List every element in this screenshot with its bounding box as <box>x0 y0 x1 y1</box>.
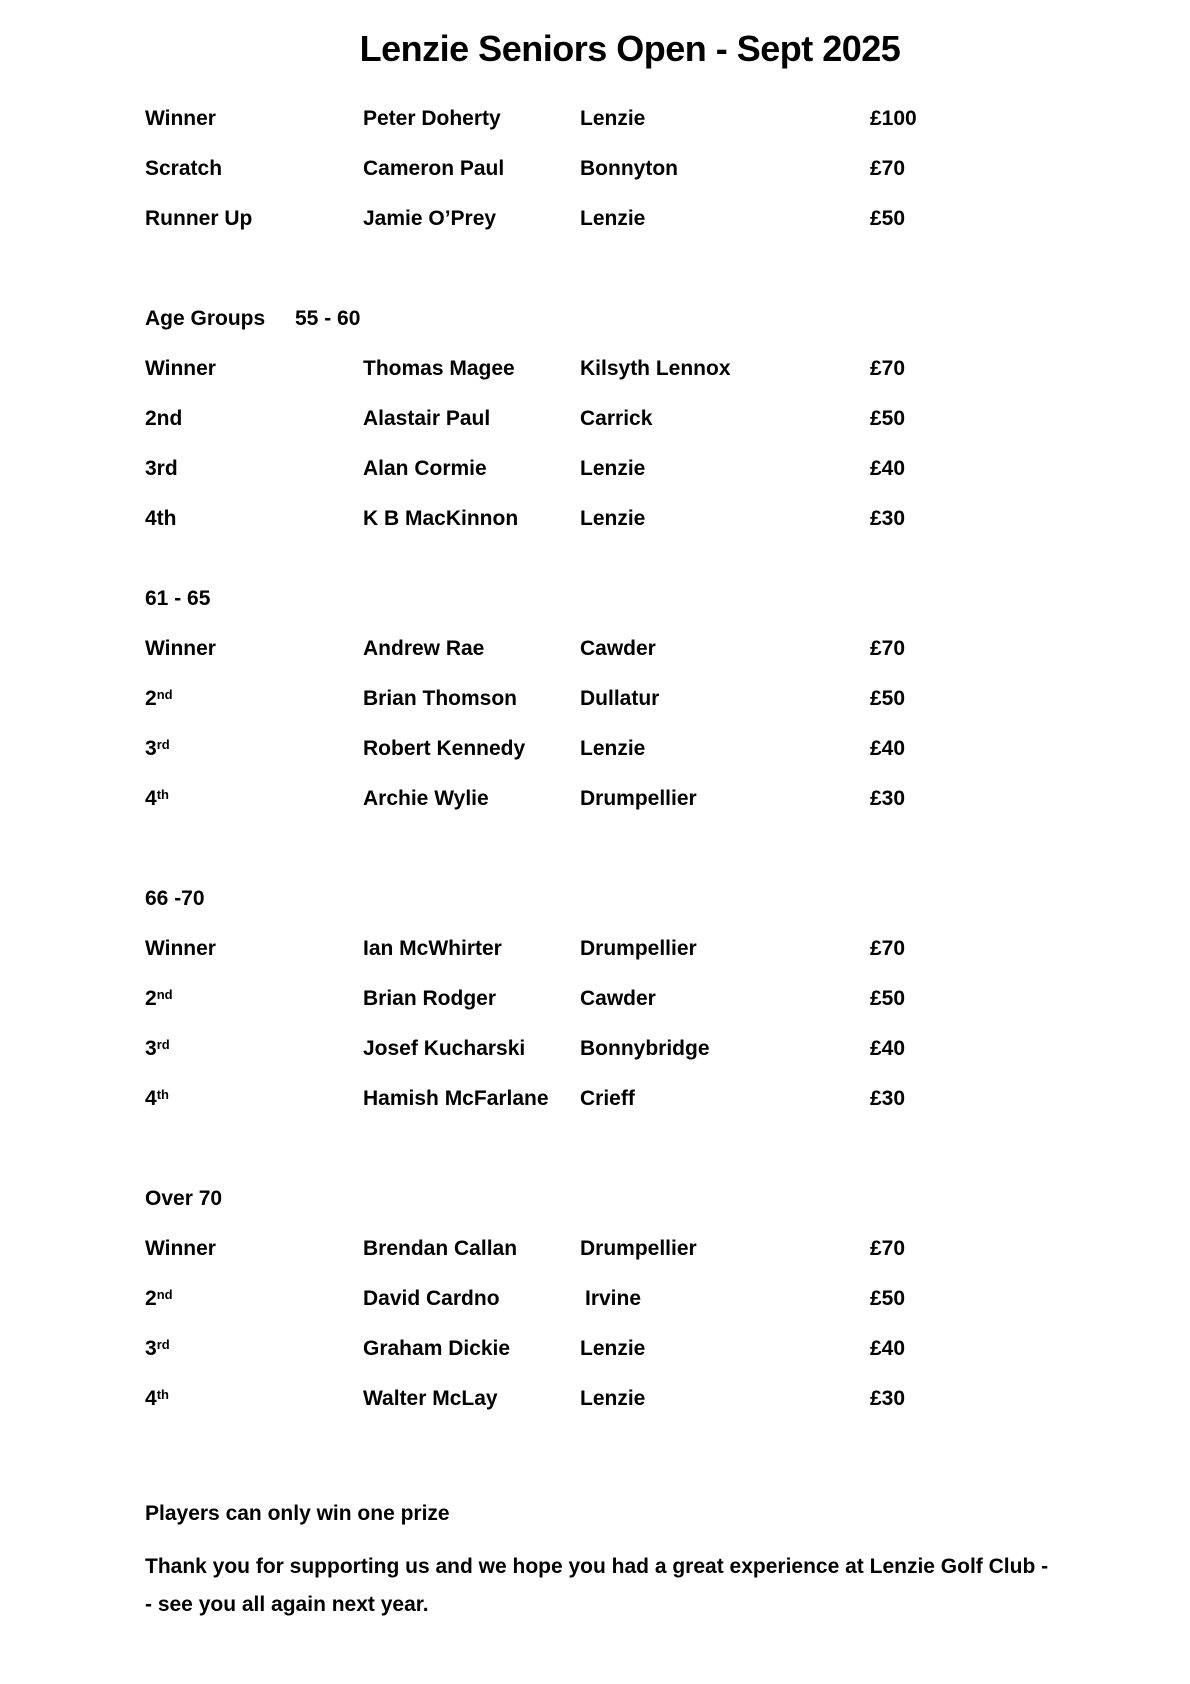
table-row <box>0 684 1190 714</box>
club-name: Dullatur <box>580 687 660 710</box>
table-row <box>0 1234 1190 1264</box>
prize-amount: £50 <box>870 407 906 430</box>
player-name: Brian Thomson <box>363 687 518 710</box>
club-name: Lenzie <box>580 507 646 530</box>
place-label: Winner <box>145 1237 216 1260</box>
place-label: Winner <box>145 937 216 960</box>
place-label: Runner Up <box>145 207 253 230</box>
club-name: Lenzie <box>580 457 646 480</box>
prize-amount: £40 <box>870 457 906 480</box>
table-row <box>0 1034 1190 1064</box>
place-label: 3rd <box>145 1037 170 1060</box>
club-name: Irvine <box>585 1287 642 1310</box>
place-label: 4th <box>145 507 177 530</box>
group-heading-61-65 <box>0 584 1190 614</box>
player-name: Jamie O’Prey <box>363 207 497 230</box>
prize-amount: £70 <box>870 1237 906 1260</box>
prize-amount: £40 <box>870 1337 906 1360</box>
club-name: Bonnybridge <box>580 1037 710 1060</box>
club-name: Lenzie <box>580 1387 646 1410</box>
page-title: Lenzie Seniors Open - Sept 2025 <box>359 28 901 69</box>
thank-you-line-1: Thank you for supporting us and we hope you had a great experience at Lenzie Golf Club - <box>145 1555 1049 1578</box>
table-row <box>0 504 1190 534</box>
table-row <box>0 454 1190 484</box>
club-name: Lenzie <box>580 107 646 130</box>
table-row <box>0 354 1190 384</box>
player-name: Ian McWhirter <box>363 937 502 960</box>
table-row <box>0 1334 1190 1364</box>
group-heading-55-60 <box>0 304 1190 334</box>
table-row <box>0 634 1190 664</box>
table-row <box>0 1084 1190 1114</box>
result-row-scratch <box>0 154 1190 184</box>
club-name: Lenzie <box>580 207 646 230</box>
group-heading-over-70 <box>0 1184 1190 1214</box>
place-label: Winner <box>145 637 216 660</box>
club-name: Drumpellier <box>580 937 697 960</box>
prize-amount: £70 <box>870 637 906 660</box>
club-name: Kilsyth Lennox <box>580 357 731 380</box>
player-name: Archie Wylie <box>363 787 489 810</box>
player-name: Alastair Paul <box>363 407 491 430</box>
player-name: Peter Doherty <box>363 107 501 130</box>
place-label: 2nd <box>145 987 173 1010</box>
club-name: Carrick <box>580 407 653 430</box>
player-name: Hamish McFarlane <box>363 1087 549 1110</box>
place-label: 2nd <box>145 687 173 710</box>
place-label: 4th <box>145 1387 169 1410</box>
age-groups-label: Age Groups <box>145 307 266 330</box>
prize-amount: £30 <box>870 1387 906 1410</box>
club-name: Lenzie <box>580 737 646 760</box>
player-name: Brian Rodger <box>363 987 497 1010</box>
club-name: Drumpellier <box>580 787 697 810</box>
place-label: 4th <box>145 787 169 810</box>
place-label: 3rd <box>145 1337 170 1360</box>
table-row <box>0 1284 1190 1314</box>
prize-amount: £30 <box>870 507 906 530</box>
player-name: Alan Cormie <box>363 457 487 480</box>
club-name: Cawder <box>580 637 656 660</box>
prize-amount: £30 <box>870 1087 906 1110</box>
club-name: Lenzie <box>580 1337 646 1360</box>
player-name: Robert Kennedy <box>363 737 526 760</box>
prize-amount: £70 <box>870 357 906 380</box>
group-heading-66-70 <box>0 884 1190 914</box>
table-row <box>0 784 1190 814</box>
player-name: Cameron Paul <box>363 157 505 180</box>
player-name: K B MacKinnon <box>363 507 519 530</box>
prize-amount: £70 <box>870 937 906 960</box>
player-name: Andrew Rae <box>363 637 485 660</box>
club-name: Bonnyton <box>580 157 678 180</box>
prize-amount: £50 <box>870 687 906 710</box>
prize-amount: £30 <box>870 787 906 810</box>
place-label: Winner <box>145 107 216 130</box>
table-row <box>0 404 1190 434</box>
thank-you-line-2: - see you all again next year. <box>145 1593 429 1616</box>
club-name: Crieff <box>580 1087 635 1110</box>
player-name: Josef Kucharski <box>363 1037 526 1060</box>
table-row <box>0 1384 1190 1414</box>
result-row-winner <box>0 104 1190 134</box>
place-label: Winner <box>145 357 216 380</box>
player-name: Thomas Magee <box>363 357 515 380</box>
prize-amount: £70 <box>870 157 906 180</box>
prize-amount: £50 <box>870 1287 906 1310</box>
table-row <box>0 984 1190 1014</box>
player-name: Graham Dickie <box>363 1337 511 1360</box>
prize-amount: £50 <box>870 987 906 1010</box>
prize-amount: £40 <box>870 1037 906 1060</box>
place-label: 2nd <box>145 1287 173 1310</box>
club-name: Drumpellier <box>580 1237 697 1260</box>
group-label: 55 - 60 <box>295 307 361 330</box>
prize-amount: £50 <box>870 207 906 230</box>
group-label: Over 70 <box>145 1187 223 1210</box>
prize-amount: £100 <box>870 107 917 130</box>
player-name: Brendan Callan <box>363 1237 518 1260</box>
place-label: 4th <box>145 1087 169 1110</box>
group-label: 61 - 65 <box>145 587 211 610</box>
player-name: Walter McLay <box>363 1387 498 1410</box>
player-name: David Cardno <box>363 1287 500 1310</box>
group-label: 66 -70 <box>145 887 205 910</box>
club-name: Cawder <box>580 987 656 1010</box>
table-row <box>0 934 1190 964</box>
one-prize-note: Players can only win one prize <box>145 1502 450 1525</box>
place-label: Scratch <box>145 157 223 180</box>
result-row-runner-up <box>0 204 1190 234</box>
prize-amount: £40 <box>870 737 906 760</box>
place-label: 2nd <box>145 407 183 430</box>
place-label: 3rd <box>145 457 178 480</box>
place-label: 3rd <box>145 737 170 760</box>
table-row <box>0 734 1190 764</box>
